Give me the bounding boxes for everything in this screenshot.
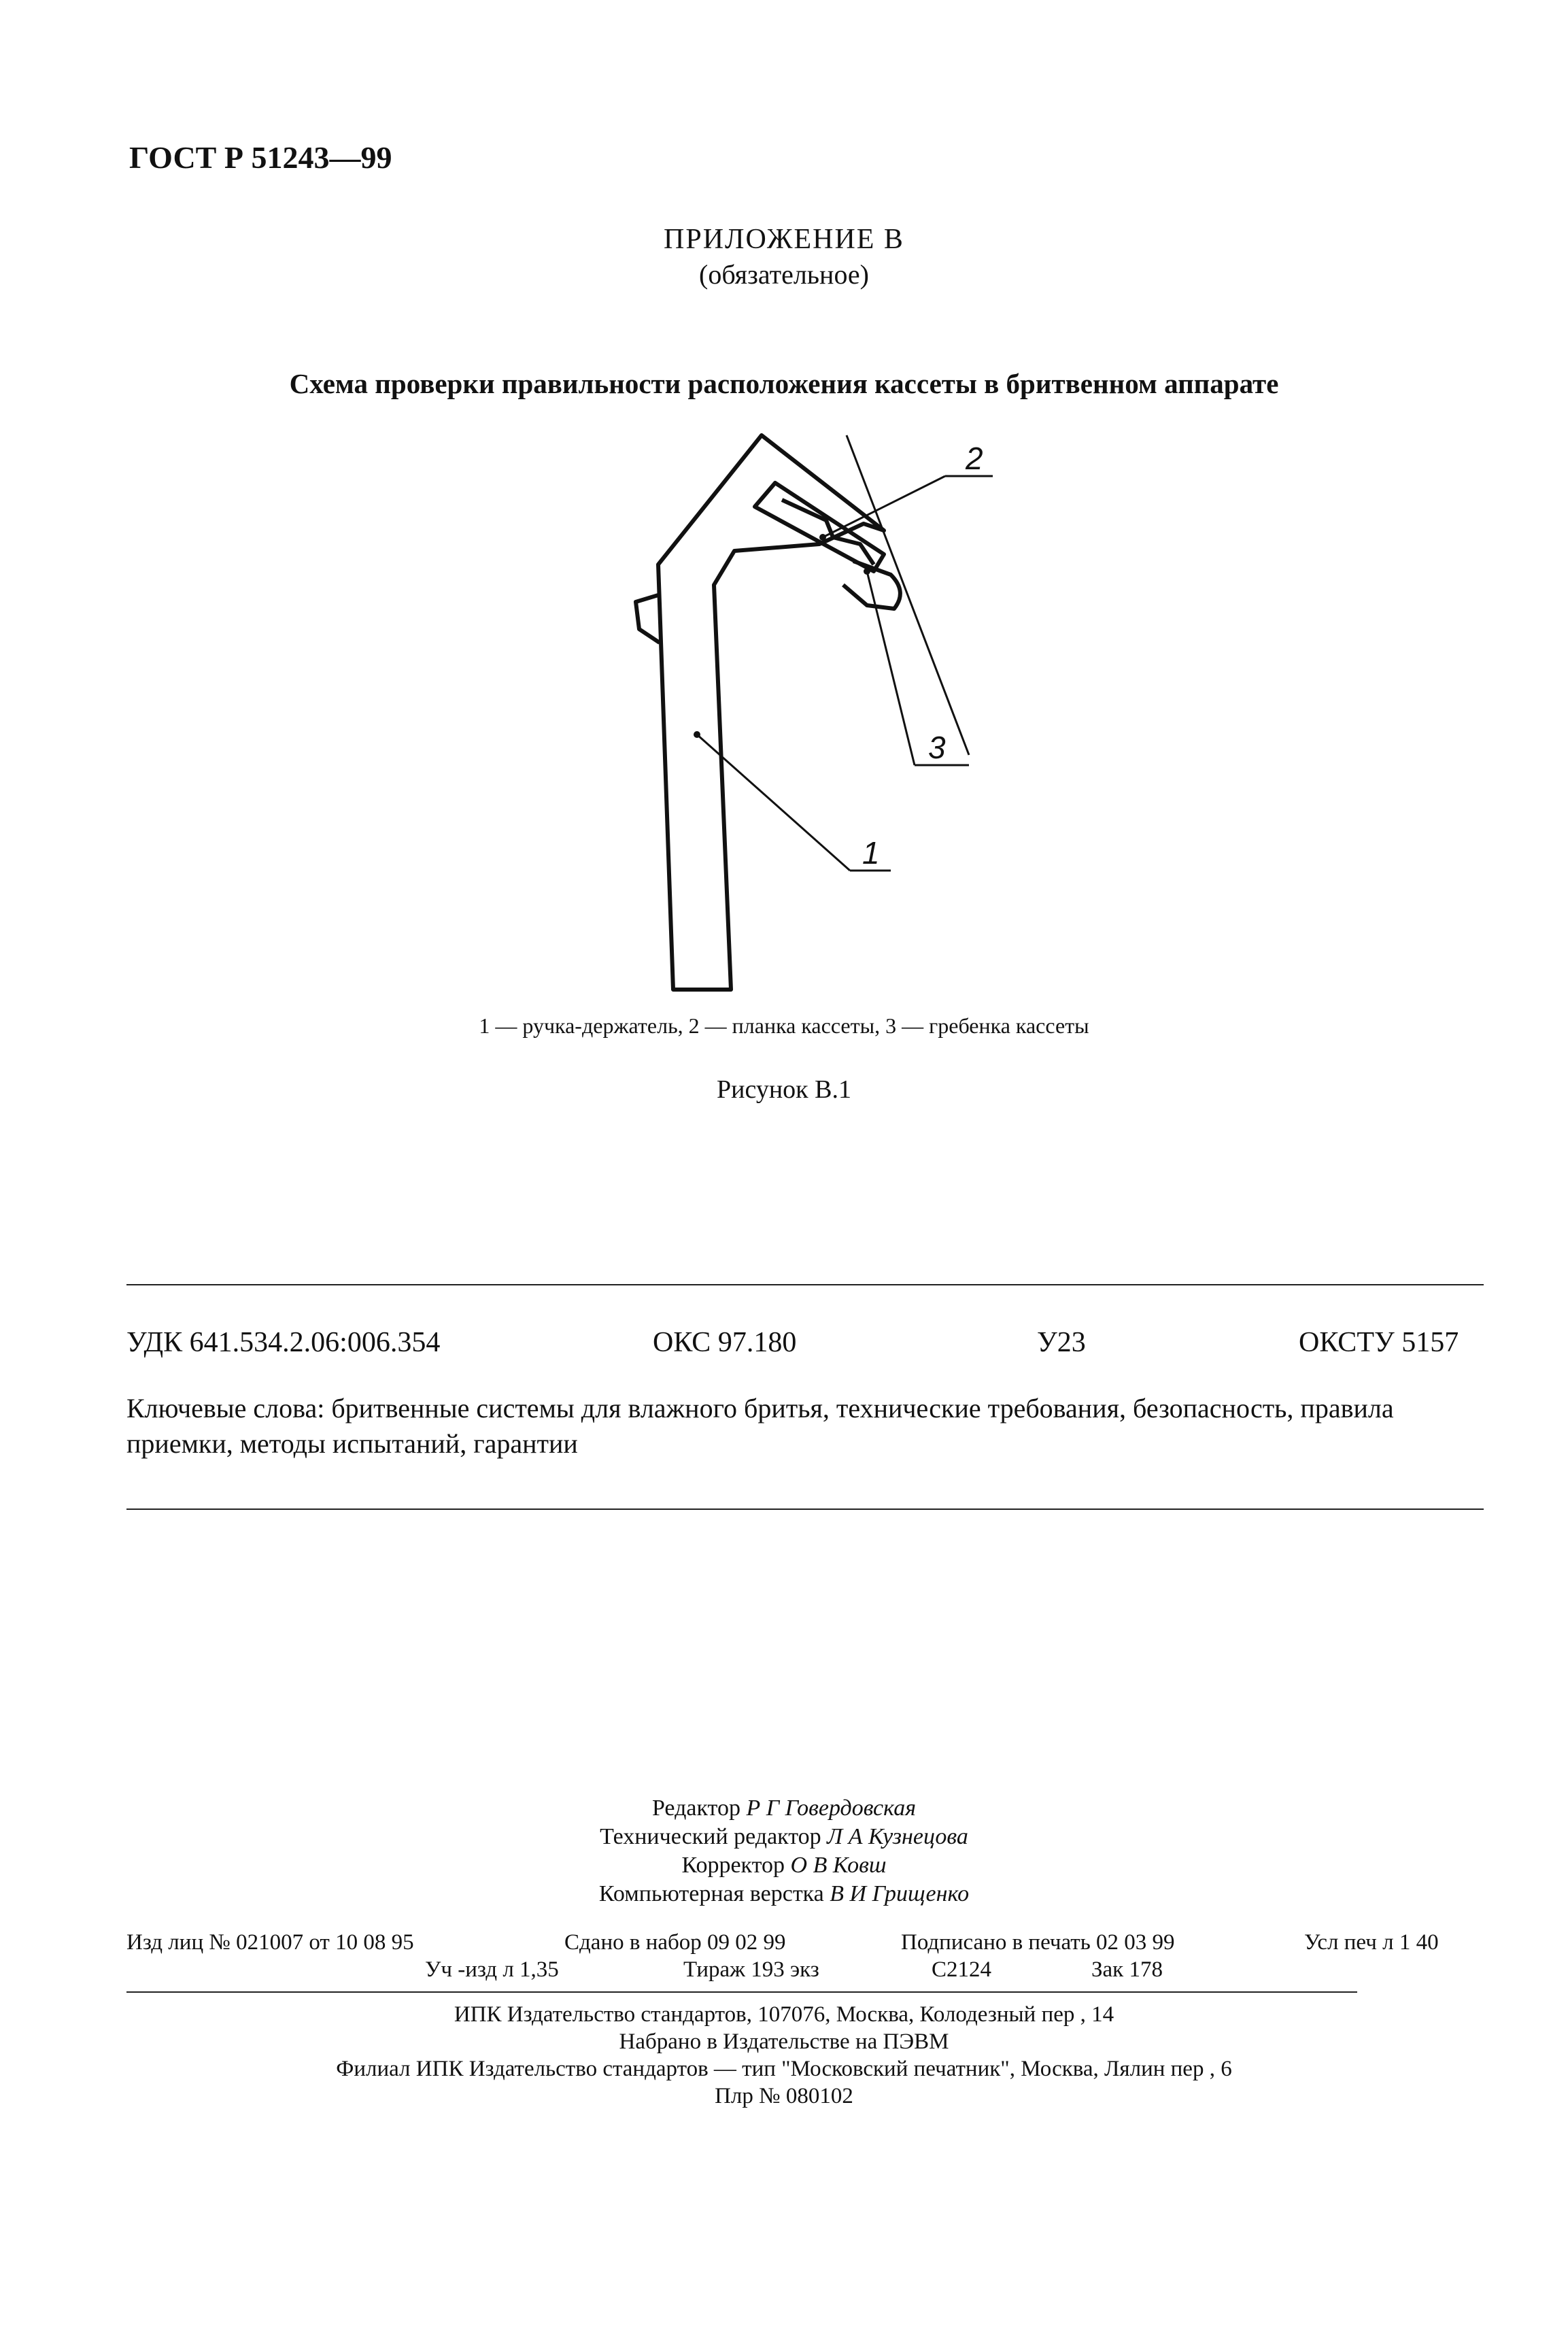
imprint-signed: Подписано в печать 02 03 99	[901, 1930, 1175, 1955]
imprint-order: Зак 178	[1091, 1957, 1163, 1982]
imprint-typeset: Сдано в набор 09 02 99	[564, 1930, 786, 1955]
figure-caption: 1 — ручка-держатель, 2 — планка кассеты, 3 — гребенка кассеты	[479, 1013, 1089, 1038]
credit-layout: Компьютерная верстка В И Грищенко	[598, 1881, 970, 1906]
appendix-subtitle: (обязательное)	[699, 259, 869, 290]
credit-editor: Редактор Р Г Говердовская	[651, 1796, 917, 1821]
figure-title: Схема проверки правильности расположения кассеты в бритвенном аппарате	[289, 368, 1279, 399]
publisher-line-1: ИПК Издательство стандартов, 107076, Москва, Колодезный пер , 14	[454, 2002, 1114, 2027]
credits-block	[0, 1794, 1568, 1908]
credit-tech-editor: Технический редактор Л А Кузнецова	[600, 1824, 968, 1849]
group-code: У23	[1037, 1327, 1086, 1358]
divider-top	[126, 1284, 1484, 1285]
cassette-comb	[843, 561, 900, 609]
oks-code: ОКС 97.180	[653, 1327, 797, 1358]
appendix-title: ПРИЛОЖЕНИЕ В	[664, 224, 904, 255]
figure-label: Рисунок В.1	[717, 1075, 851, 1104]
publisher-line-4: Плр № 080102	[715, 2084, 853, 2108]
imprint-license: Изд лиц № 021007 от 10 08 95	[126, 1930, 414, 1955]
divider-imprint	[126, 1991, 1357, 1993]
callout-1: 1	[862, 835, 880, 871]
callout-2: 2	[966, 441, 983, 476]
keywords: Ключевые слова: бритвенные системы для влажного бритья, технические требования, безопасность, правила приемки, методы испытаний, гарантии	[126, 1393, 1394, 1459]
document-number: ГОСТ Р 51243—99	[129, 140, 392, 175]
udk-code: УДК 641.534.2.06:006.354	[126, 1327, 441, 1358]
publisher-line-2: Набрано в Издательстве на ПЭВМ	[619, 2029, 949, 2054]
okstu-code: ОКСТУ 5157	[1299, 1327, 1459, 1358]
publisher-line-3: Филиал ИПК Издательство стандартов — тип "Московский печатник", Москва, Лялин пер , 6	[336, 2057, 1232, 2081]
imprint-code: С2124	[932, 1957, 992, 1982]
handle-outline	[658, 435, 884, 990]
credit-corrector: Корректор О В Ковш	[681, 1853, 887, 1878]
divider-bottom	[126, 1508, 1484, 1510]
imprint-print-sheets: Усл печ л 1 40	[1304, 1930, 1439, 1955]
handle-clip	[636, 595, 660, 643]
imprint-pub-sheets: Уч -изд л 1,35	[425, 1957, 559, 1982]
imprint-circulation: Тираж 193 экз	[683, 1957, 819, 1982]
callout-3: 3	[928, 730, 946, 765]
razor-diagram	[598, 422, 1034, 1007]
cassette-bar	[755, 483, 884, 571]
